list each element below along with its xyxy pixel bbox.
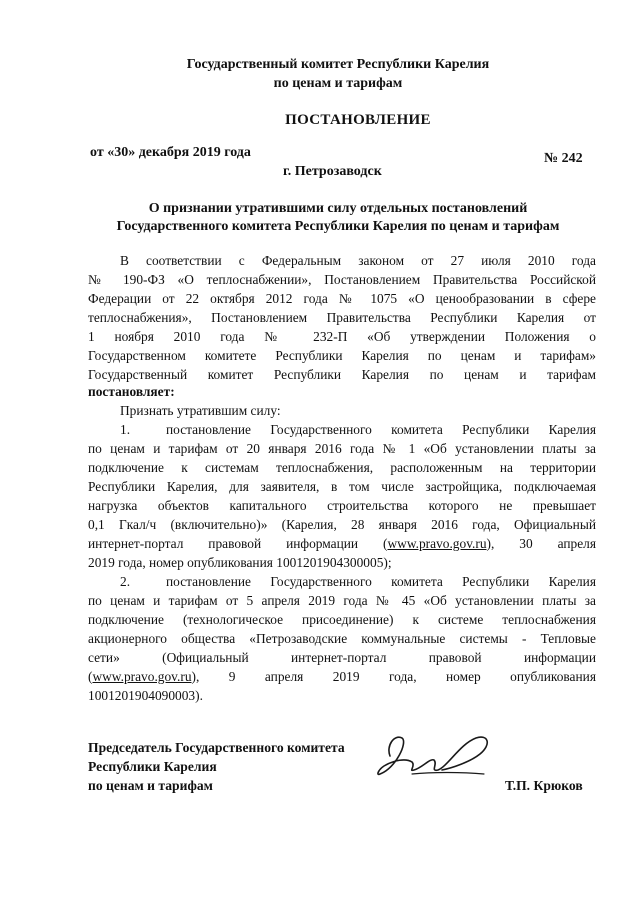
item1-line: Республики Карелия, для заявителя, в том числе застройщика, подключаемая	[88, 479, 596, 494]
item2-last-line: 1001201904090003).	[88, 688, 203, 703]
item2-portal-link[interactable]: www.pravo.gov.ru	[92, 669, 192, 684]
item1-line: 0,1 Гкал/ч (включительно)» (Карелия, 28 января 2016 года, Официальный	[88, 517, 596, 532]
item1-portal-link[interactable]: www.pravo.gov.ru	[387, 536, 487, 551]
org-name-line1: Государственный комитет Республики Карелия	[186, 57, 490, 72]
item2-line: акционерного общества «Петрозаводские коммунальные системы - Тепловые	[88, 631, 596, 646]
item1-portal-pre: интернет-портал правовой информации (	[88, 536, 388, 551]
item1-last-line: 2019 года, номер опубликования 1001201904300005);	[88, 555, 392, 570]
item2-number: 2.	[120, 574, 131, 589]
intro-text: Признать утратившим силу:	[120, 403, 281, 418]
signatory-title-line3: по ценам и тарифам	[88, 778, 213, 793]
item2-link-pre: (	[88, 669, 93, 684]
item1-portal-line	[88, 534, 596, 553]
preamble-line: теплоснабжения», Постановлением Правительства Республики Карелия от	[88, 310, 596, 325]
item1-number: 1.	[120, 422, 131, 437]
item2-line: сети» (Официальный интернет-портал правовой информации	[88, 650, 596, 665]
signatory-title-line2: Республики Карелия	[88, 759, 217, 774]
document-date: от «30» декабря 2019 года	[90, 145, 251, 160]
signatory-title-line1: Председатель Государственного комитета	[88, 740, 345, 755]
document-city: г. Петрозаводск	[283, 164, 382, 179]
handwritten-signature	[372, 718, 502, 788]
item1-line: по ценам и тарифам от 20 января 2016 года № 1 «Об установлении платы за	[88, 441, 596, 456]
preamble-line: 1 ноября 2010 года № 232-П «Об утверждении Положения о	[88, 329, 596, 344]
item2-first-line: постановление Государственного комитета Республики Карелия	[166, 574, 596, 589]
item1-first-line: постановление Государственного комитета Республики Карелия	[166, 422, 596, 437]
preamble-line: № 190-ФЗ «О теплоснабжении», Постановлением Правительства Российской	[88, 272, 596, 287]
title-line2: Государственного комитета Республики Карелия по ценам и тарифам	[116, 219, 560, 234]
org-name-line2: по ценам и тарифам	[273, 76, 403, 91]
item2-link-post: ), 9 апреля 2019 года, номер опубликования	[191, 669, 596, 684]
item1-line: подключение к системам теплоснабжения, расположенным на территории	[88, 460, 596, 475]
decree-word: постановляет:	[88, 384, 175, 399]
item2-line: подключение (технологическое присоединение) к системе теплоснабжения	[88, 612, 596, 627]
title-line1: О признании утратившими силу отдельных постановлений	[148, 201, 528, 216]
preamble-line: Государственном комитете Республики Карелия по ценам и тарифам»	[88, 348, 596, 363]
item2-link-line	[88, 667, 596, 686]
item1-line: нагрузка объектов капитального строительства которого не превышает	[88, 498, 596, 513]
preamble-line: Федерации от 22 октября 2012 года № 1075 «О ценообразовании в сфере	[88, 291, 596, 306]
item1-portal-post: ), 30 апреля	[486, 536, 596, 551]
preamble-line: В соответствии с Федеральным законом от 27 июля 2010 года	[120, 253, 596, 268]
item2-line: по ценам и тарифам от 5 апреля 2019 года № 45 «Об установлении платы за	[88, 593, 596, 608]
document-number: № 242	[544, 151, 583, 166]
signatory-name: Т.П. Крюков	[505, 778, 583, 793]
preamble-line: Государственный комитет Республики Карелия по ценам и тарифам	[88, 367, 596, 382]
document-type: ПОСТАНОВЛЕНИЕ	[285, 112, 431, 128]
